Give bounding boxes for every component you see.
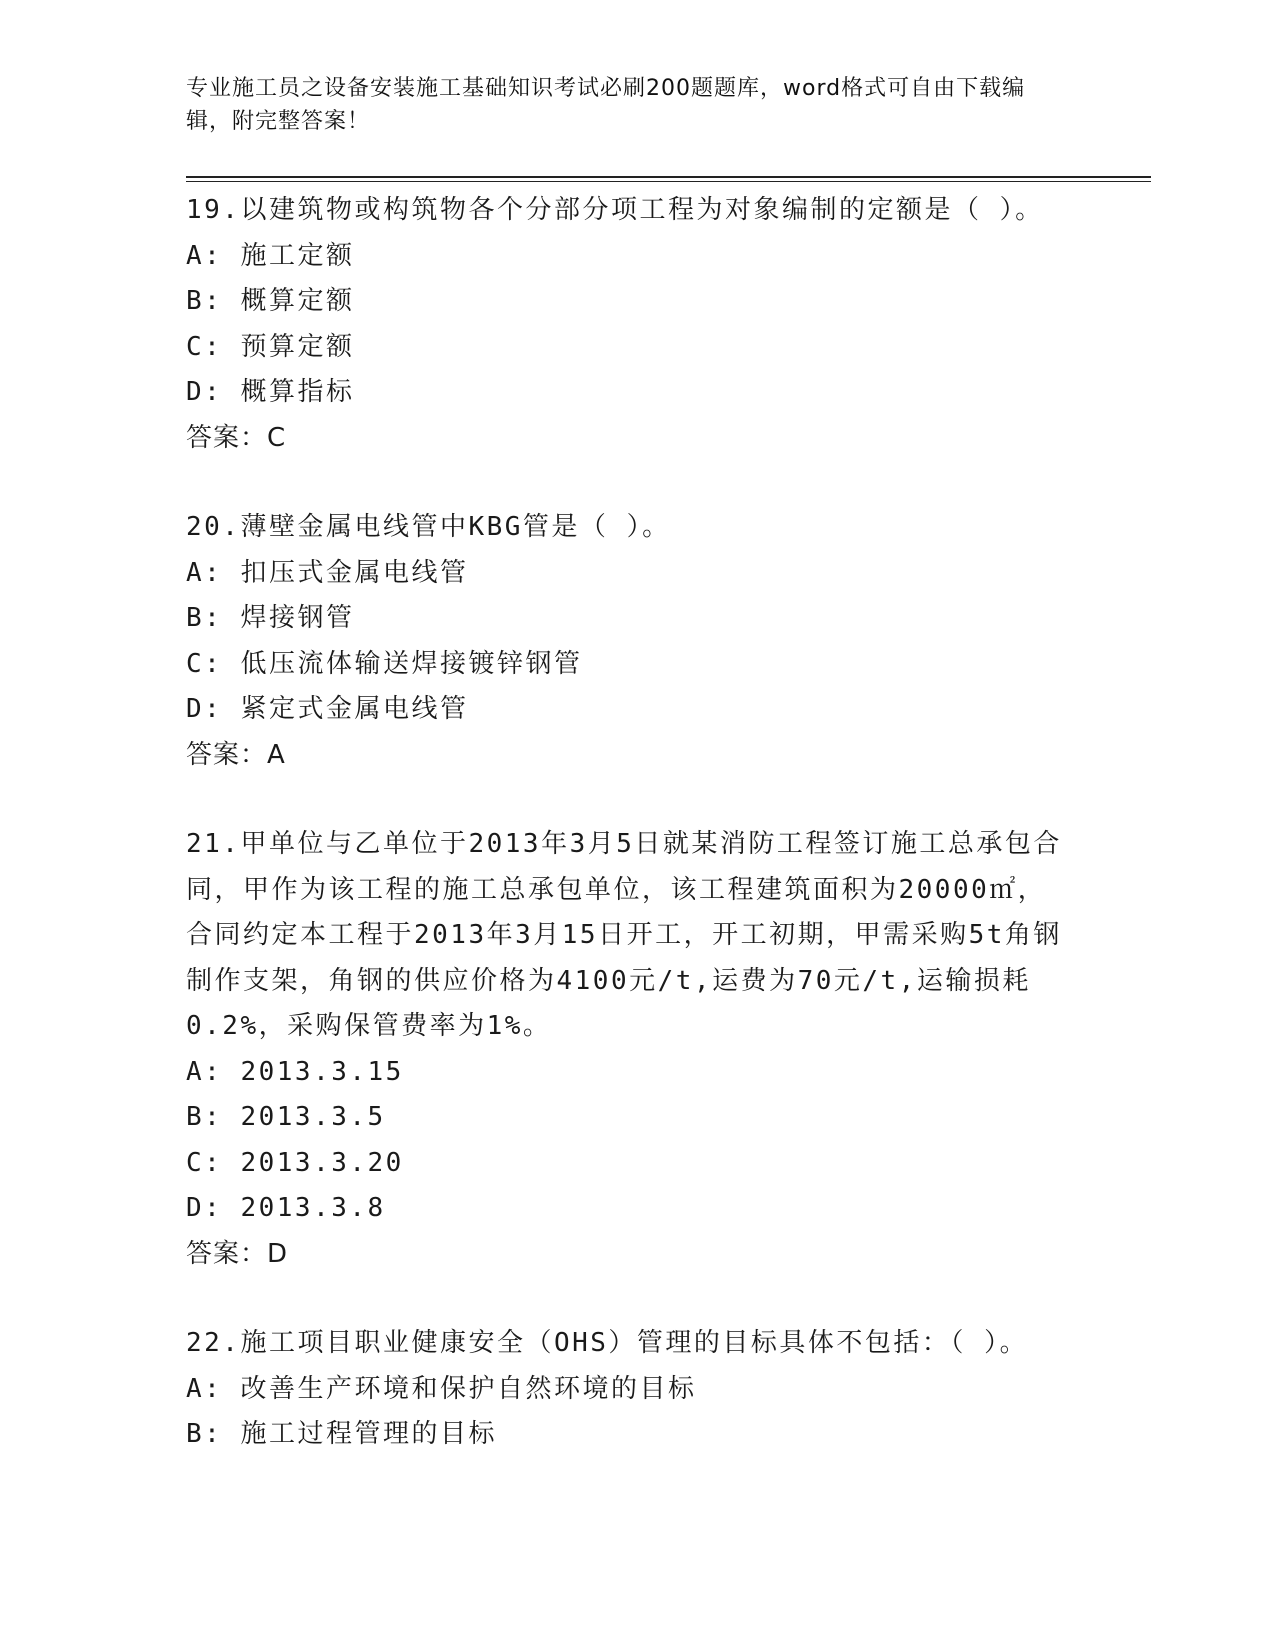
option-c: C: 预算定额 bbox=[186, 331, 355, 362]
question-20 bbox=[186, 505, 1066, 778]
answer-line: 答案：A bbox=[186, 739, 286, 770]
option-d: D: 概算指标 bbox=[186, 377, 355, 407]
question-22 bbox=[186, 1321, 1066, 1458]
question-stem: 22.施工项目职业健康安全（OHS）管理的目标具体不包括：（ ）。 bbox=[186, 1328, 1029, 1358]
option-a: A: 施工定额 bbox=[186, 240, 355, 271]
option-b: B: 施工过程管理的目标 bbox=[186, 1419, 497, 1449]
question-19 bbox=[186, 188, 1066, 461]
option-c: C: 低压流体输送焊接镀锌钢管 bbox=[186, 648, 583, 679]
option-a: A: 扣压式金属电线管 bbox=[186, 557, 469, 588]
question-stem: 19.以建筑物或构筑物各个分部分项工程为对象编制的定额是（ ）。 bbox=[186, 195, 1044, 225]
header-divider-thin bbox=[186, 181, 1151, 182]
question-list bbox=[186, 188, 1066, 1502]
option-d: D: 紧定式金属电线管 bbox=[186, 694, 469, 724]
option-b: B: 2013.3.5 bbox=[186, 1102, 386, 1132]
option-b: B: 概算定额 bbox=[186, 286, 355, 316]
header-divider-thick bbox=[186, 176, 1151, 178]
option-d: D: 2013.3.8 bbox=[186, 1193, 386, 1223]
option-b: B: 焊接钢管 bbox=[186, 603, 355, 633]
option-a: A: 2013.3.15 bbox=[186, 1056, 404, 1087]
question-21 bbox=[186, 822, 1066, 1277]
answer-line: 答案：D bbox=[186, 1238, 289, 1269]
question-stem: 20.薄壁金属电线管中KBG管是（ ）。 bbox=[186, 512, 671, 542]
answer-line: 答案：C bbox=[186, 422, 287, 453]
document-header-note: 专业施工员之设备安装施工基础知识考试必刷200题题库，word格式可自由下载编辑，附完整答案！ bbox=[186, 76, 1026, 134]
option-a: A: 改善生产环境和保护自然环境的目标 bbox=[186, 1373, 697, 1404]
question-stem: 21.甲单位与乙单位于2013年3月5日就某消防工程签订施工总承包合同，甲作为该工程的施工总承包单位，该工程建筑面积为20000㎡，合同约定本工程于2013年3月15日开工，开工初期，甲需采购5t角钢制作支架，角钢的供应价格为4100元/t,运费为70元/t,运输损耗0.2%，采购保管费率为1%。 bbox=[186, 829, 1062, 1041]
option-c: C: 2013.3.20 bbox=[186, 1147, 404, 1178]
